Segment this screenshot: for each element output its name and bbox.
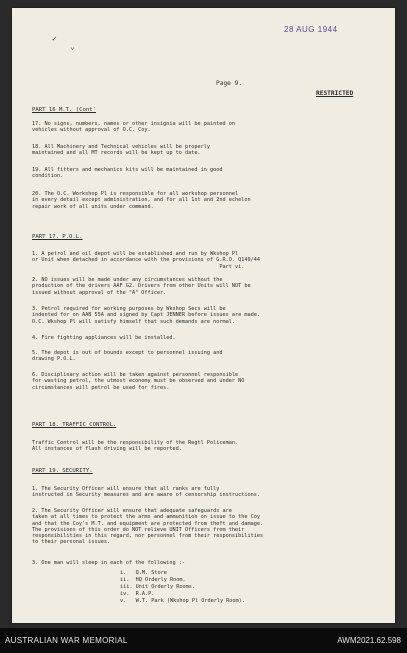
part17-para3: 3. Petrol required for working purposes by Wkshop Secs will be indented for on AAB 55A and signed by Capt JENNER before issues are made. O.C. Wkshop Pl will satisfy himself that such demands are normal.	[32, 306, 260, 325]
part17-para5: 5. The depot is out of bounds except to personnel issuing and drawing P.O.L.	[32, 350, 223, 363]
part16-para17: 17. No signs, numbers, names or other insignia will be painted on vehicles without approval of O.C. Coy.	[32, 121, 236, 134]
archive-reference: AWM2021.62.598	[337, 636, 401, 645]
sleep-location-item: ii. HQ Orderly Room.	[120, 577, 186, 583]
sleep-location-item: v. W.T. Park (Wkshop Pl Orderly Room).	[120, 598, 245, 604]
part16-para19: 19. All fitters and mechanics kits will be maintained in good condition.	[32, 167, 223, 180]
part18-body: Traffic Control will be the responsibility of the Regtl Policeman. All instances of flash driving will be reported.	[32, 440, 239, 453]
sleep-location-item: iv. R.A.P.	[120, 591, 155, 597]
handwritten-tick-mark: ⌄	[70, 42, 75, 51]
date-stamp: 28 AUG 1944	[284, 25, 338, 34]
part19-para3: 3. One man will sleep in each of the following :-	[32, 560, 186, 566]
part16-para20: 20. The O.C. Workshop Pl is responsible for all workshop personnel in every detail except administration, and for all 1st and 2nd echelon repair work of all units under command.	[32, 191, 251, 210]
sleep-location-item: i. Q.M. Store	[120, 570, 167, 576]
part17-heading: PART 17. P.O.L.	[32, 234, 83, 240]
part17-para6: 6. Disciplinary action will be taken against personnel responsible for wasting petrol, the utmost economy must be observed and under NO circumstances will petrol be used for fires.	[32, 372, 245, 391]
part19-heading: PART 19. SECURITY.	[32, 468, 93, 474]
part17-para1: 1. A petrol and oil depot will be established and run by Wkshop Pl or Unit when detached in accordance with the provisions of G.R.O. Q149/44 Part vi.	[32, 251, 260, 270]
part17-para4: 4. Fire fighting appliances will be installed.	[32, 335, 176, 341]
part19-para1: 1. The Security Officer will ensure that all ranks are fully instructed in Security measures and are aware of censorship instructions.	[32, 486, 260, 499]
part18-heading: PART 18. TRAFFIC CONTROL.	[32, 422, 117, 428]
part16-para18: 18. All Machinery and Technical vehicles will be properly maintained and all MT records will be kept up to date.	[32, 144, 211, 157]
classification-label: RESTRICTED	[316, 90, 354, 97]
document-page	[12, 8, 395, 623]
part19-para2: 2. The Security Officer will ensure that adequate safeguards are taken at all times to protect the arms and ammunition on issue to the Coy and that the Coy's M.T. and equipment are protected from theft and damage. The provisions of this order do NOT relieve UNIT Officers from their responsibilities in this regard, nor personnel from their responsibilities to their personal issues.	[32, 508, 264, 546]
sleep-location-item: iii. Unit Orderly Rooms.	[120, 584, 195, 590]
handwritten-tick-mark: ✓	[52, 34, 57, 43]
page-number: Page 9.	[216, 80, 243, 87]
part17-para2: 2. NO issues will be made under any circumstances without the production of the drivers AAF G2. Drivers from other Units will NOT be issued without approval of the "A" Officer.	[32, 277, 251, 296]
archive-footer	[0, 628, 407, 653]
part16-heading: PART 16 M.T. (Cont'	[32, 107, 96, 113]
archive-name: AUSTRALIAN WAR MEMORIAL	[5, 636, 128, 645]
